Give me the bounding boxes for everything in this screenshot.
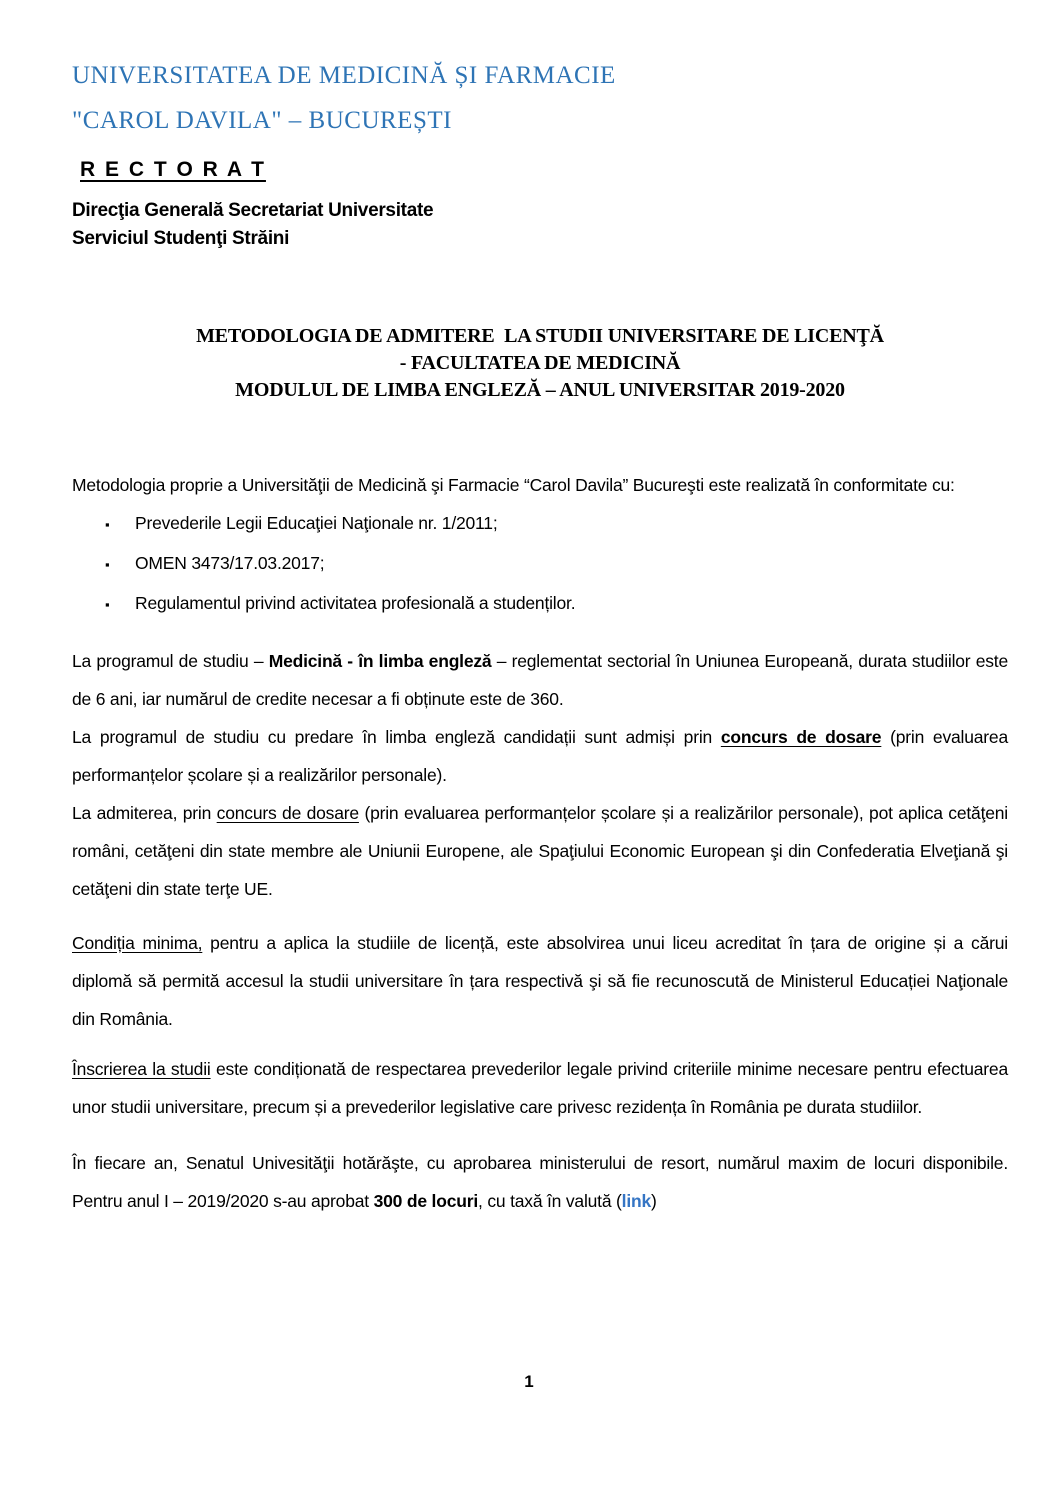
university-name-line1: UNIVERSITATEA DE MEDICINĂ ȘI FARMACIE [72,62,616,89]
paragraph-text: La programul de studiu – [72,651,269,671]
paragraph-bold-run: 300 de locuri [373,1191,479,1211]
paragraph-conditia-minima [72,924,1008,1038]
paragraph-text: ) [651,1191,657,1211]
service-line: Serviciul Studenţi Străini [72,228,290,249]
tuition-link[interactable]: link [621,1191,652,1211]
legal-basis-list [72,504,1008,624]
list-item [72,544,1008,584]
paragraph-text: În fiecare an, Senatul Univesităţii hotărăşte, cu aprobarea ministerului de resort, numărul maxim de locuri disponibile. Pentru anul I – 2019/2020 s-au aprobat [72,1153,1008,1211]
paragraph-text: – reglementat sectorial în Uniunea Europeană, durata studiilor este de 6 ani, iar numărul de credite necesar a fi obținute este de 360. [72,651,1009,709]
paragraph-text: , cu taxă în valută ( [478,1191,622,1211]
paragraph-underline-run: Înscrierea la studii [72,1059,211,1079]
title-line-2: - FACULTATEA DE MEDICINĂ [399,352,681,374]
paragraph-bold-underline-run: concurs de dosare [720,727,882,747]
intro-paragraph: Metodologia proprie a Universităţii de Medicină şi Farmacie “Carol Davila” Bucureşti este realizată în conformitate cu: [72,475,955,495]
paragraph-text: (prin evaluarea performanțelor școlare și a realizărilor personale), pot aplica cetăţeni români, cetăţeni din state membre ale Uniunii Europene, ale Spaţiului Economic European şi din Confederatia Elveţiană şi cetăţeni din state terţe UE. [72,803,1009,899]
paragraph-underline-run: concurs de dosare [216,803,359,823]
bullet-square-icon: ▪ [105,597,110,612]
list-item [72,504,1008,544]
paragraph-text: este condiționată de respectarea prevederilor legale privind criteriile minime necesare pentru efectuarea unor studii universitare, precum și a prevederilor legislative care privesc rezidența în România pe durata studiilor. [72,1059,1008,1117]
paragraph-locuri [72,1144,1008,1220]
page-number: 1 [524,1372,534,1391]
document-title [72,323,1008,404]
bullet-square-icon: ▪ [105,517,110,532]
letterhead [72,62,1008,253]
title-line-1: METODOLOGIA DE ADMITERE LA STUDII UNIVERSITARE DE LICENŢĂ [196,325,884,347]
bullet-square-icon: ▪ [105,557,110,572]
paragraph-underline-run: Condiția minima, [72,933,203,953]
university-name-line2: "CAROL DAVILA" – BUCUREȘTI [72,107,452,134]
paragraph-text: La programul de studiu cu predare în limba engleză candidații sunt admiși prin [72,727,721,747]
paragraph-program-medicina [72,642,1008,718]
paragraph-text: pentru a aplica la studiile de licență, este absolvirea unui liceu acreditat în țara de origine și a cărui diplomă să permită accesul la studii universitare în țara respectivă şi să fie recunoscută de Ministerul Educației Naţionale din România. [72,933,1008,1029]
rectorat-heading: R E C T O R A T [80,158,266,181]
bullet-text: OMEN 3473/17.03.2017; [135,553,325,573]
paragraph-eligibilitate [72,794,1008,908]
document-body [72,466,1008,1220]
bullet-text: Regulamentul privind activitatea profesională a studenților. [135,593,576,613]
list-item [72,584,1008,624]
directorate-line: Direcţia Generală Secretariat Universitate [72,200,434,221]
bullet-text: Prevederile Legii Educaţiei Naţionale nr. 1/2011; [135,513,498,533]
paragraph-admitere-engleza [72,718,1008,794]
title-line-3: MODULUL DE LIMBA ENGLEZĂ – ANUL UNIVERSITAR 2019-2020 [235,379,845,401]
paragraph-bold-run: Medicină - în limba engleză [268,651,492,671]
paragraph-text: La admiterea, prin [72,803,217,823]
paragraph-inscrierea [72,1050,1008,1126]
paragraph-text: (prin evaluarea performanțelor școlare și a realizărilor personale). [72,727,1008,785]
